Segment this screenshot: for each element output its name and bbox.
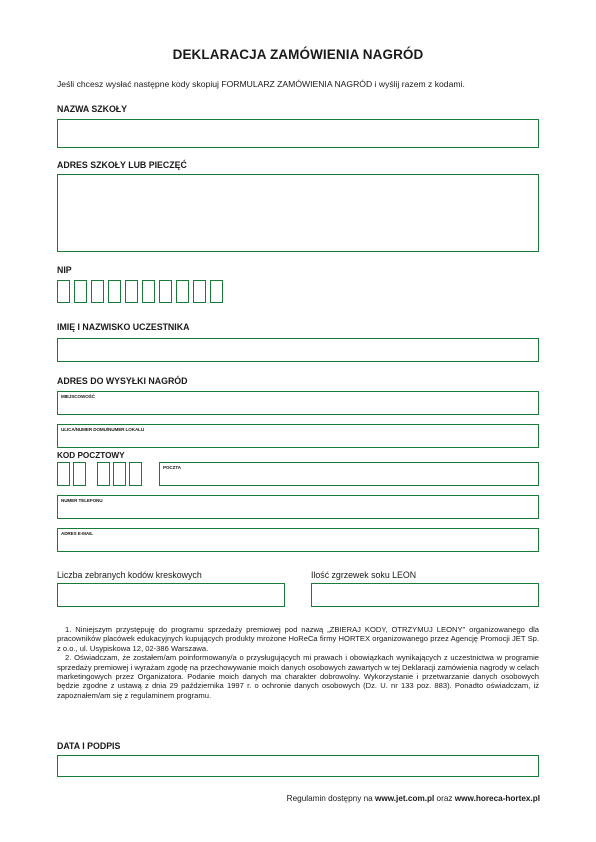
barcodes-count-field[interactable]: [57, 583, 285, 607]
postal-digit-cell[interactable]: [73, 462, 86, 486]
nip-digit-cell[interactable]: [176, 280, 189, 303]
nip-digit-cell[interactable]: [159, 280, 172, 303]
participant-name-label: IMIĘ I NAZWISKO UCZESTNIKA: [57, 322, 190, 332]
post-office-field[interactable]: [159, 462, 539, 486]
email-label: ADRES E-MAIL: [61, 531, 93, 536]
nip-digit-cell[interactable]: [193, 280, 206, 303]
legal-text: [57, 625, 539, 700]
nip-digit-cell[interactable]: [210, 280, 223, 303]
nip-digit-cell[interactable]: [142, 280, 155, 303]
legal-paragraph-1: 1. Niniejszym przystępuję do programu sprzedaży premiowej pod nazwą „ZBIERAJ KODY, OTRZYMUJ LEONY" organizowanego dla pracowników placówek edukacyjnych kupujących produkty mrożone HoReCa firmy HORTEX organizowanego przez Agencję Promocji JET Sp. z o.o., ul. Usypiskowa 12, 02-386 Warszawa.: [57, 625, 539, 653]
school-name-label: NAZWA SZKOŁY: [57, 104, 128, 114]
phone-field[interactable]: [57, 495, 539, 519]
footer-link-hortex[interactable]: www.horeca-hortex.pl: [454, 794, 540, 803]
nip-digit-cell[interactable]: [125, 280, 138, 303]
street-field[interactable]: [57, 424, 539, 448]
packages-count-label: Ilość zgrzewek soku LEON: [311, 570, 417, 580]
shipping-address-label: ADRES DO WYSYŁKI NAGRÓD: [57, 376, 188, 386]
street-label: ULICA/NUMER DOMU/NUMER LOKALU: [61, 427, 145, 432]
postal-digit-cell[interactable]: [129, 462, 142, 486]
school-address-label: ADRES SZKOŁY LUB PIECZĘĆ: [57, 160, 187, 170]
date-signature-label: DATA I PODPIS: [57, 741, 121, 751]
postal-digit-cell[interactable]: [113, 462, 126, 486]
nip-label: NIP: [57, 265, 72, 275]
nip-digit-cell[interactable]: [91, 280, 104, 303]
barcodes-count-label: Liczba zebranych kodów kreskowych: [57, 570, 202, 580]
intro-text: Jeśli chcesz wysłać następne kody skopiuj FORMULARZ ZAMÓWIENIA NAGRÓD i wyślij razem z kodami.: [57, 79, 465, 89]
postal-code-label: KOD POCZTOWY: [57, 451, 125, 460]
participant-name-field[interactable]: [57, 338, 539, 362]
email-field[interactable]: [57, 528, 539, 552]
school-name-field[interactable]: [57, 119, 539, 148]
city-field[interactable]: [57, 391, 539, 415]
postal-code-field[interactable]: [57, 462, 155, 486]
postal-digit-cell[interactable]: [57, 462, 70, 486]
page-title: DEKLARACJA ZAMÓWIENIA NAGRÓD: [172, 47, 424, 62]
phone-label: NUMER TELEFONU: [61, 498, 103, 503]
nip-digit-cell[interactable]: [57, 280, 70, 303]
nip-digit-cell[interactable]: [74, 280, 87, 303]
nip-digit-cell[interactable]: [108, 280, 121, 303]
footer-middle: oraz: [434, 794, 455, 803]
city-label: MIEJSCOWOŚĆ: [61, 394, 95, 399]
packages-count-field[interactable]: [311, 583, 539, 607]
footer-prefix: Regulamin dostępny na: [286, 794, 375, 803]
nip-field[interactable]: [57, 280, 227, 303]
date-signature-field[interactable]: [57, 755, 539, 777]
post-office-label: POCZTA: [163, 465, 181, 470]
footer-text: [287, 794, 540, 803]
postal-digit-cell[interactable]: [97, 462, 110, 486]
legal-paragraph-2: 2. Oświadczam, że zostałem/am poinformowany/a o przysługujących mi prawach i obowiązkach wynikających z uczestnictwa w programie sprzedaży premiowej i wyrażam zgodę na przechowywanie moich danych osobowych zawartych w tej Deklaracji zamówienia nagrody w celach marketingowych przez Organizatora. Podanie moich danych ma charakter dobrowolny. Wykorzystanie i przetwarzanie danych osobowych będzie zgodne z ustawą z dnia 29 października 1997 r. o ochronie danych osobowych (Dz. U. nr 133 poz. 883). Ponadto oświadczam, iż zapoznałem/am się z regulaminem programu.: [57, 653, 539, 700]
school-address-field[interactable]: [57, 174, 539, 252]
footer-link-jet[interactable]: www.jet.com.pl: [374, 794, 435, 803]
